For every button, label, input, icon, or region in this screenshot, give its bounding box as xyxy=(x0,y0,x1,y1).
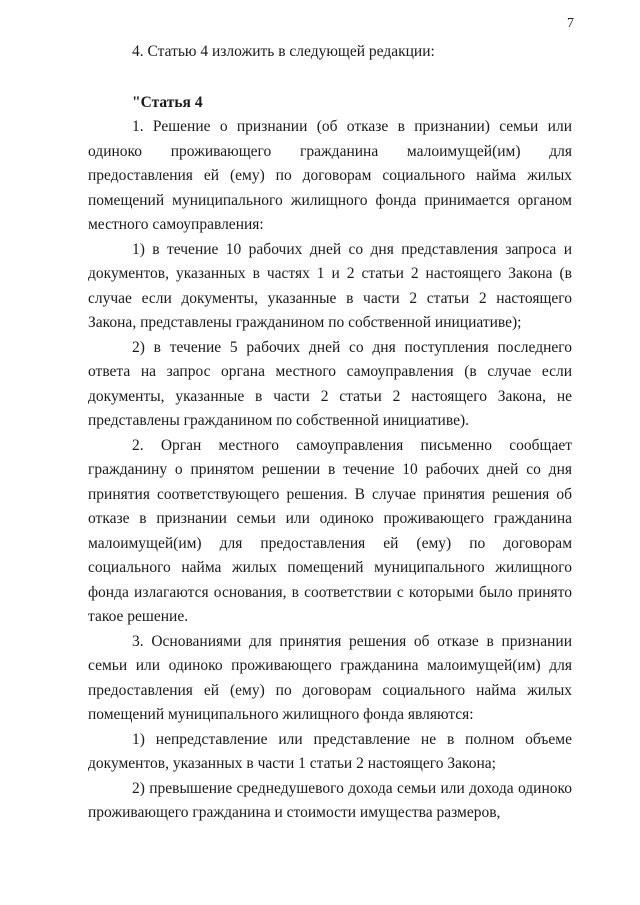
amendment-intro: 4. Статью 4 изложить в следующей редакции: xyxy=(132,43,435,60)
paragraph-part-3-item-2: 2) превышение среднедушевого дохода семьи или дохода одиноко проживающего гражданина и стоимости имущества размеров, xyxy=(88,779,572,821)
paragraph-part-1: 1. Решение о признании (об отказе в признании) семьи или одиноко проживающего гражданина малоимущей(им) для предоставления ей (ему) по договорам социального найма жилых помещений муниципального жилищного фонда принимается органом местного самоуправления: xyxy=(88,118,572,233)
paragraph-part-3: 3. Основаниями для принятия решения об отказе в признании семьи или одиноко проживающего гражданина малоимущей(им) для предоставления ей (ему) по договорам социального найма жилых помещений муниципального жилищного фонда являются: xyxy=(88,632,572,723)
paragraph-part-2: 2. Орган местного самоуправления письменно сообщает гражданину о принятом решении в течение 10 рабочих дней со дня принятия соответствующего решения. В случае принятия решения об отказе в признании семьи или одиноко проживающего гражданина малоимущей(им) для предоставления ей (ему) по договорам социального найма жилых помещений муниципального жилищного фонда излагаются основания, в соответствии с которыми было принято такое решение. xyxy=(88,436,572,625)
paragraph-part-1-item-2: 2) в течение 5 рабочих дней со дня поступления последнего ответа на запрос органа местного самоуправления (в случае если документы, указанные в части 2 статьи 2 настоящего Закона, не представлены гражданином по собственной инициативе). xyxy=(88,338,572,429)
page-number: 7 xyxy=(567,16,574,31)
document-body xyxy=(88,40,572,826)
paragraph-part-1-item-1: 1) в течение 10 рабочих дней со дня представления запроса и документов, указанных в частях 1 и 2 статьи 2 настоящего Закона (в случае если документы, указанные в части 2 статьи 2 настоящего Закона, представлены гражданином по собственной инициативе); xyxy=(88,240,572,331)
paragraph-part-3-item-1: 1) непредставление или представление не в полном объеме документов, указанных в части 1 статьи 2 настоящего Закона; xyxy=(88,730,572,772)
article-title: "Статья 4 xyxy=(132,93,203,111)
